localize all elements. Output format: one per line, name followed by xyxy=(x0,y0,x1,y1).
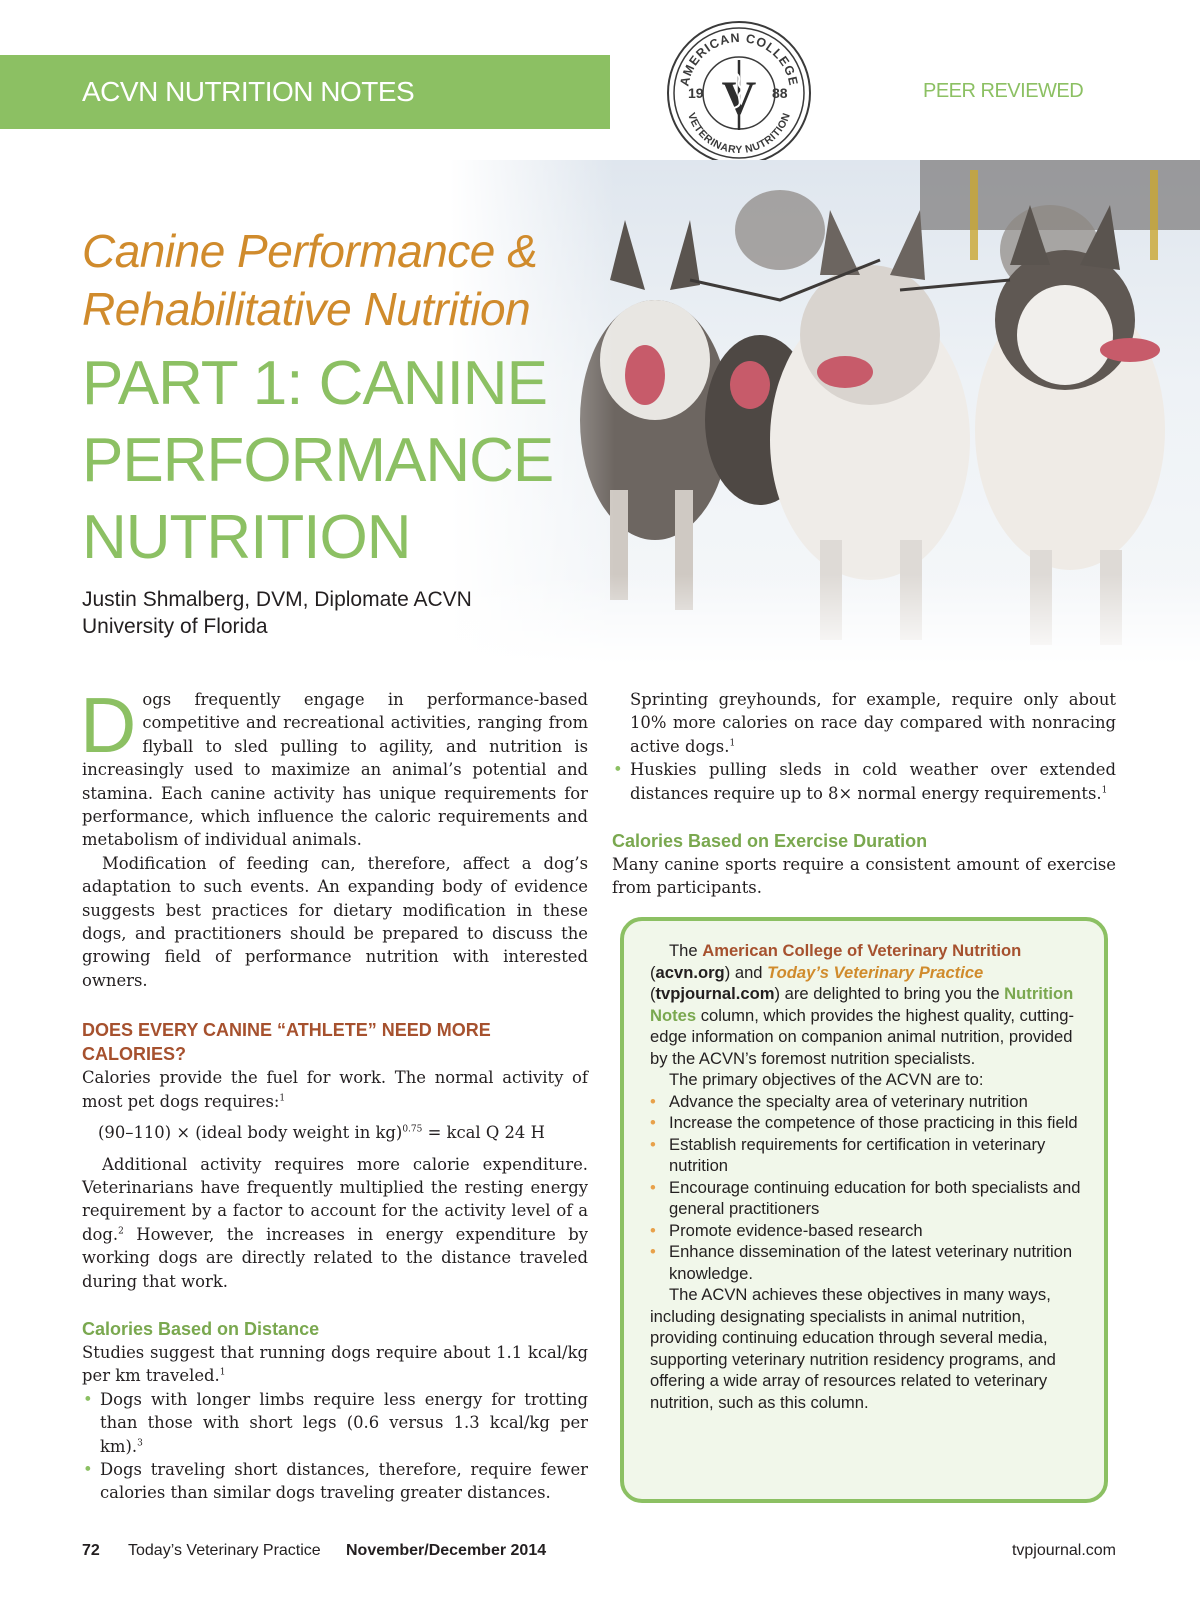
list-item: • Increase the competence of those practicing in this field xyxy=(650,1112,1090,1134)
ref-superscript: 1 xyxy=(219,1367,226,1378)
body-column-right xyxy=(612,688,1116,900)
acvn-url: acvn.org xyxy=(655,962,725,982)
peer-reviewed-label: PEER REVIEWED xyxy=(923,80,1084,102)
bullet-text: Huskies pulling sleds in cold weather over extended distances require up to 8× normal energy requirements. xyxy=(630,760,1116,803)
ref-superscript: 1 xyxy=(279,1093,286,1104)
formula-part-a: (90–110) × (ideal body weight in kg) xyxy=(98,1123,403,1143)
part-title-line1: PART 1: CANINE xyxy=(82,349,547,418)
objectives-list xyxy=(650,1091,1090,1285)
box-text: The xyxy=(669,941,703,960)
paragraph-modification: Modification of feeding can, therefore, affect a dog’s adaptation to such events. An expanding body of evidence suggests best practices for dietary modification in these dogs, and practitioners should be prepared to discuss the growing field of performance nutrition with interested owners. xyxy=(82,853,588,990)
list-item: • Encourage continuing education for both specialists and general practitioners xyxy=(650,1177,1090,1220)
article-title-line2: Rehabilitative Nutrition xyxy=(82,283,531,335)
ref-superscript: 2 xyxy=(118,1226,124,1237)
seal-year-right: 88 xyxy=(772,85,788,101)
box-text: ) are delighted to bring you the xyxy=(774,984,1005,1003)
paragraph-calories-fuel xyxy=(82,1066,588,1113)
bullet-text: Dogs with longer limbs require less energy for trotting than those with short legs (0.6 versus 1.3 kcal/kg per km). xyxy=(100,1389,588,1456)
box-text: ( xyxy=(650,962,656,982)
box-intro-paragraph xyxy=(650,940,1090,1069)
list-item xyxy=(82,1388,588,1458)
intro-paragraph xyxy=(80,681,588,852)
paragraph-additional-activity xyxy=(82,1153,588,1293)
list-item: • Promote evidence-based research xyxy=(650,1220,1090,1242)
acvn-name: American College of Veterinary Nutrition xyxy=(702,941,1022,960)
seal-emblem-letter: V xyxy=(721,72,757,125)
ref-superscript: 1 xyxy=(1101,785,1108,796)
formula-exponent: 0.75 xyxy=(402,1124,423,1135)
box-closing-paragraph: The ACVN achieves these objectives in many ways, including designating specialists in animal nutrition, providing continuing education through several media, supporting veterinary nutrition residency programs, and offering a wide array of resources related to veterinary nutrition, such as this column. xyxy=(650,1285,1056,1412)
paragraph-exercise-duration: Many canine sports require a consistent amount of exercise from participants. xyxy=(612,855,1116,898)
article-title xyxy=(82,222,602,338)
acvn-seal-logo xyxy=(666,20,812,166)
author-name: Justin Shmalberg, DVM, Diplomate ACVN xyxy=(82,588,472,611)
list-item: • Dogs traveling short distances, therefore, require fewer calories than similar dogs traveling greater distances. xyxy=(82,1458,588,1505)
page-number: 72 xyxy=(82,1542,100,1559)
drop-cap: D xyxy=(80,681,137,769)
section-title: ACVN NUTRITION NOTES xyxy=(82,76,415,107)
list-item: • Establish requirements for certification in veterinary nutrition xyxy=(650,1134,1090,1177)
heading-more-calories: DOES EVERY CANINE “ATHLETE” NEED MORE CALORIES? xyxy=(82,1020,491,1065)
list-item: • Advance the specialty area of veterinary nutrition xyxy=(650,1091,1090,1113)
huskies-bullet-list xyxy=(612,758,1116,805)
article-title-line1: Canine Performance & xyxy=(82,225,538,277)
intro-text: ogs frequently engage in performance-based competitive and recreational activities, ranging from flyball to sled pulling to agility, and nutrition is increasingly used to maximize an animal’s potential and stamina. Each canine activity has unique requirements for performance, which influence the caloric requirements and metabolism of individual animals. xyxy=(82,690,588,850)
formula-part-b: = kcal Q 24 H xyxy=(422,1123,545,1143)
seal-text-top: AMERICAN COLLEGE xyxy=(677,30,801,88)
acvn-info-content xyxy=(650,940,1090,1413)
footer-website: tvpjournal.com xyxy=(1011,1542,1116,1559)
part-title-line3: NUTRITION xyxy=(82,503,411,572)
part-title-line2: PERFORMANCE xyxy=(82,426,554,495)
byline xyxy=(82,586,472,640)
issue-date: November/December 2014 xyxy=(346,1542,547,1559)
article-part-title xyxy=(82,345,622,576)
box-text: ) and xyxy=(724,962,768,982)
box-text: ( xyxy=(650,984,656,1003)
heading-distance: Calories Based on Distance xyxy=(82,1318,320,1339)
list-item xyxy=(612,758,1116,805)
bullet-continuation-text: Sprinting greyhounds, for example, require only about 10% more calories on race day compared with nonracing active dogs. xyxy=(630,690,1116,756)
distance-bullet-list xyxy=(82,1388,588,1505)
calories-fuel-text: Calories provide the fuel for work. The normal activity of most pet dogs requires: xyxy=(82,1068,588,1111)
author-affiliation: University of Florida xyxy=(82,615,268,638)
seal-text-bottom: VETERINARY NUTRITION xyxy=(685,111,794,157)
heading-exercise-duration: Calories Based on Exercise Duration xyxy=(612,831,928,852)
tvp-name: Today’s Veterinary Practice xyxy=(767,962,984,982)
paragraph-distance xyxy=(82,1341,588,1388)
ref-superscript: 1 xyxy=(729,738,736,749)
additional-activity-text-a: Additional activity requires more calorie expenditure. Veterinarians have frequently multiplied the resting energy requirement by a factor to account for the activity level of a dog. xyxy=(82,1154,588,1244)
ref-superscript: 3 xyxy=(137,1438,143,1449)
distance-text: Studies suggest that running dogs require about 1.1 kcal/kg per km traveled. xyxy=(82,1342,588,1386)
body-column-left xyxy=(80,681,588,1505)
list-item: • Enhance dissemination of the latest veterinary nutrition knowledge. xyxy=(650,1241,1090,1284)
nutrition-notes-label: Nutrition Notes xyxy=(650,984,1074,1025)
tvp-url: tvpjournal.com xyxy=(655,984,775,1003)
bullet-continuation xyxy=(612,688,1116,758)
seal-year-left: 19 xyxy=(688,85,704,101)
additional-activity-text-b: However, the increases in energy expenditure by working dogs are directly related to the distance traveled during that work. xyxy=(82,1224,588,1291)
objectives-intro: The primary objectives of the ACVN are to: xyxy=(669,1070,984,1089)
energy-formula xyxy=(98,1121,588,1144)
box-text: column, which provides the highest quality, cutting-edge information on companion animal nutrition, provided by the ACVN’s foremost nutrition specialists. xyxy=(650,1005,1074,1068)
magazine-name: Today’s Veterinary Practice xyxy=(128,1542,321,1559)
